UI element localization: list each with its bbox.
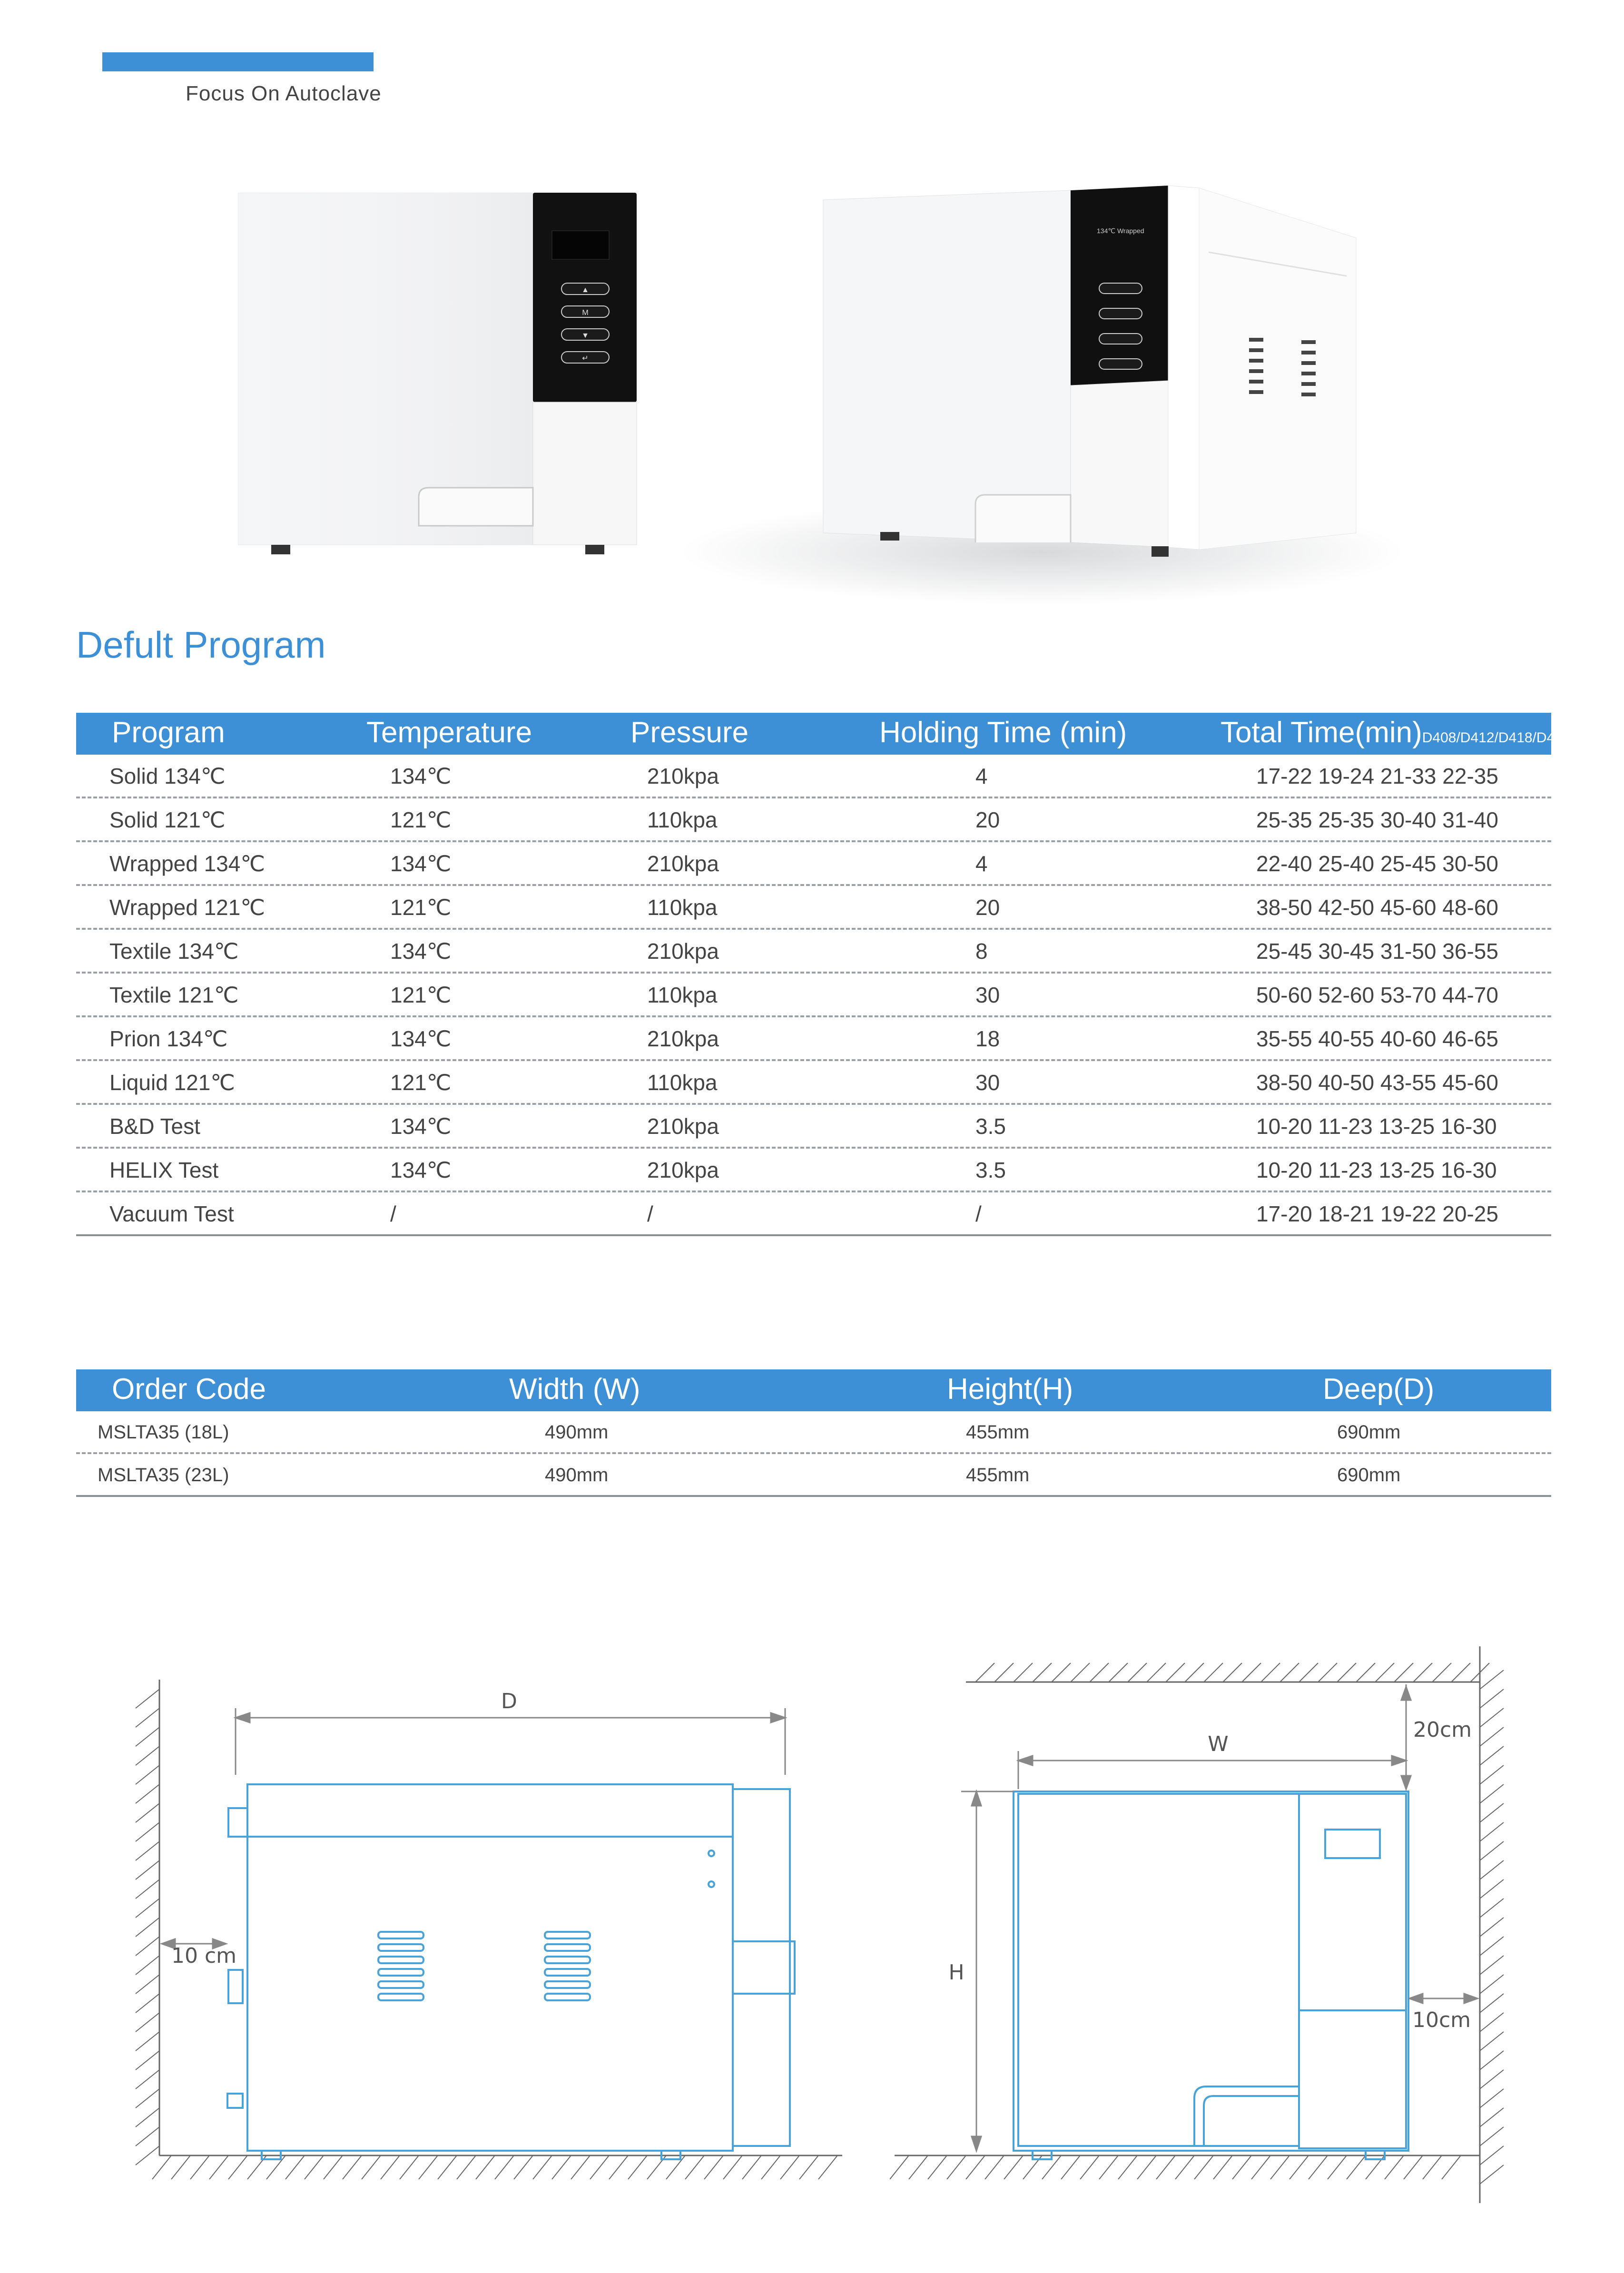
table-row xyxy=(76,798,1551,842)
cell-height: 455mm xyxy=(966,1422,1030,1443)
header-temperature: Temperature xyxy=(366,716,532,749)
header-order-code: Order Code xyxy=(112,1373,266,1406)
cell-pressure: 110kpa xyxy=(647,807,718,832)
table-row xyxy=(76,1411,1551,1454)
order-rows xyxy=(76,1411,1551,1497)
cell-holding: 18 xyxy=(975,1026,1000,1051)
header-deep: Deep(D) xyxy=(1323,1373,1435,1406)
cell-total: 22-40 25-40 25-45 30-50 xyxy=(1256,851,1498,876)
cell-width: 490mm xyxy=(545,1422,609,1443)
table-row xyxy=(76,1105,1551,1149)
cell-program: Prion 134℃ xyxy=(109,1026,228,1051)
cell-total: 10-20 11-23 13-25 16-30 xyxy=(1256,1114,1497,1139)
cell-program: B&D Test xyxy=(109,1114,200,1139)
top-clearance-label: 20cm xyxy=(1413,1718,1472,1742)
header-holding-time: Holding Time (min) xyxy=(879,716,1127,749)
cell-holding: 4 xyxy=(975,851,988,876)
unit-outline-front xyxy=(1014,1791,1408,2159)
cell-holding: 20 xyxy=(975,807,1000,832)
cell-temperature: 121℃ xyxy=(390,895,452,920)
cell-holding: 3.5 xyxy=(975,1158,1006,1182)
header-total-time-label: Total Time(min) xyxy=(1220,716,1422,749)
program-table-header xyxy=(76,713,1571,755)
down-button-label: ▼ xyxy=(581,332,589,340)
cell-total: 17-22 19-24 21-33 22-35 xyxy=(1256,764,1498,788)
cell-program: Solid 121℃ xyxy=(109,807,226,832)
cell-temperature: 134℃ xyxy=(390,1026,452,1051)
table-row xyxy=(76,1149,1551,1192)
table-row xyxy=(76,1017,1551,1061)
cell-total: 35-55 40-55 40-60 46-65 xyxy=(1256,1026,1498,1051)
side-view-diagram xyxy=(119,1637,852,2222)
cell-total: 50-60 52-60 53-70 44-70 xyxy=(1256,983,1498,1007)
table-row xyxy=(76,930,1551,974)
cell-holding: 20 xyxy=(975,895,1000,920)
cell-holding: 4 xyxy=(975,764,988,788)
cell-pressure: 210kpa xyxy=(647,1026,719,1051)
cell-total: 25-35 25-35 30-40 31-40 xyxy=(1256,807,1498,832)
hatch-pattern xyxy=(159,1680,842,2155)
cell-holding: 30 xyxy=(975,983,1000,1007)
cell-temperature: / xyxy=(390,1201,396,1226)
autoclave-front-image xyxy=(238,193,638,554)
cell-pressure: 110kpa xyxy=(647,1070,718,1095)
cell-pressure: 210kpa xyxy=(647,939,719,964)
table-row xyxy=(76,842,1551,886)
header-width: Width (W) xyxy=(509,1373,640,1406)
cell-pressure: 210kpa xyxy=(647,764,719,788)
cell-deep: 690mm xyxy=(1337,1465,1401,1486)
cell-program: Wrapped 121℃ xyxy=(109,895,266,920)
table-row xyxy=(76,974,1551,1017)
cell-temperature: 121℃ xyxy=(390,1070,452,1095)
header-total-models: D408/D412/D418/D423 xyxy=(1422,730,1571,746)
cell-pressure: 110kpa xyxy=(647,983,718,1007)
cell-code: MSLTA35 (18L) xyxy=(98,1422,229,1443)
cell-height: 455mm xyxy=(966,1465,1030,1486)
cell-total: 10-20 11-23 13-25 16-30 xyxy=(1256,1158,1497,1182)
cell-holding: 30 xyxy=(975,1070,1000,1095)
header-total-time xyxy=(1220,716,1571,749)
cell-program: Liquid 121℃ xyxy=(109,1070,235,1095)
height-label: H xyxy=(948,1960,965,1985)
table-row xyxy=(76,1192,1551,1236)
cell-temperature: 121℃ xyxy=(390,807,452,832)
menu-button-label: M xyxy=(582,309,589,317)
cell-width: 490mm xyxy=(545,1465,609,1486)
cell-program: Textile 134℃ xyxy=(109,939,239,964)
up-button-label: ▲ xyxy=(581,286,589,294)
cell-total: 38-50 42-50 45-60 48-60 xyxy=(1256,895,1498,920)
cell-code: MSLTA35 (23L) xyxy=(98,1465,229,1486)
cell-pressure: 110kpa xyxy=(647,895,718,920)
table-row xyxy=(76,1061,1551,1105)
cell-pressure: / xyxy=(647,1201,653,1226)
autoclave-side-image xyxy=(680,181,1404,609)
cell-total: 38-50 40-50 43-55 45-60 xyxy=(1256,1070,1498,1095)
front-view-diagram xyxy=(890,1637,1537,2222)
cell-temperature: 134℃ xyxy=(390,1114,452,1139)
cell-program: HELIX Test xyxy=(109,1158,219,1182)
back-clearance-label: 10 cm xyxy=(171,1944,237,1968)
cell-temperature: 134℃ xyxy=(390,939,452,964)
cell-temperature: 134℃ xyxy=(390,764,452,788)
cell-holding: 8 xyxy=(975,939,988,964)
table-row xyxy=(76,1454,1551,1497)
table-row xyxy=(76,886,1551,930)
cell-holding: / xyxy=(975,1201,982,1226)
program-table xyxy=(76,713,1571,1236)
cell-program: Solid 134℃ xyxy=(109,764,226,788)
program-rows xyxy=(76,755,1551,1236)
cell-deep: 690mm xyxy=(1337,1422,1401,1443)
width-label: W xyxy=(1208,1732,1229,1756)
cell-holding: 3.5 xyxy=(975,1114,1006,1139)
enter-button-label: ↵ xyxy=(582,354,589,363)
side-clearance-label: 10cm xyxy=(1412,2008,1471,2032)
order-table-header xyxy=(76,1369,1551,1411)
section-title: Defult Program xyxy=(76,624,326,666)
table-row xyxy=(76,755,1551,798)
header-program: Program xyxy=(112,716,225,749)
cell-pressure: 210kpa xyxy=(647,1158,719,1182)
cell-total: 17-20 18-21 19-22 20-25 xyxy=(1256,1201,1498,1226)
order-code-table xyxy=(76,1369,1551,1497)
header-accent-bar xyxy=(102,52,374,71)
cell-pressure: 210kpa xyxy=(647,1114,719,1139)
cell-temperature: 134℃ xyxy=(390,1158,452,1182)
header-pressure: Pressure xyxy=(630,716,749,749)
cell-temperature: 134℃ xyxy=(390,851,452,876)
cell-program: Vacuum Test xyxy=(109,1201,234,1226)
unit-outline-side xyxy=(227,1784,795,2159)
cell-program: Wrapped 134℃ xyxy=(109,851,266,876)
cell-pressure: 210kpa xyxy=(647,851,719,876)
panel-screen-text: 134℃ Wrapped xyxy=(1097,227,1144,235)
header-height: Height(H) xyxy=(947,1373,1073,1406)
cell-temperature: 121℃ xyxy=(390,983,452,1007)
depth-label: D xyxy=(501,1689,517,1713)
cell-program: Textile 121℃ xyxy=(109,983,239,1007)
cell-total: 25-45 30-45 31-50 36-55 xyxy=(1256,939,1498,964)
tagline: Focus On Autoclave xyxy=(186,82,382,105)
